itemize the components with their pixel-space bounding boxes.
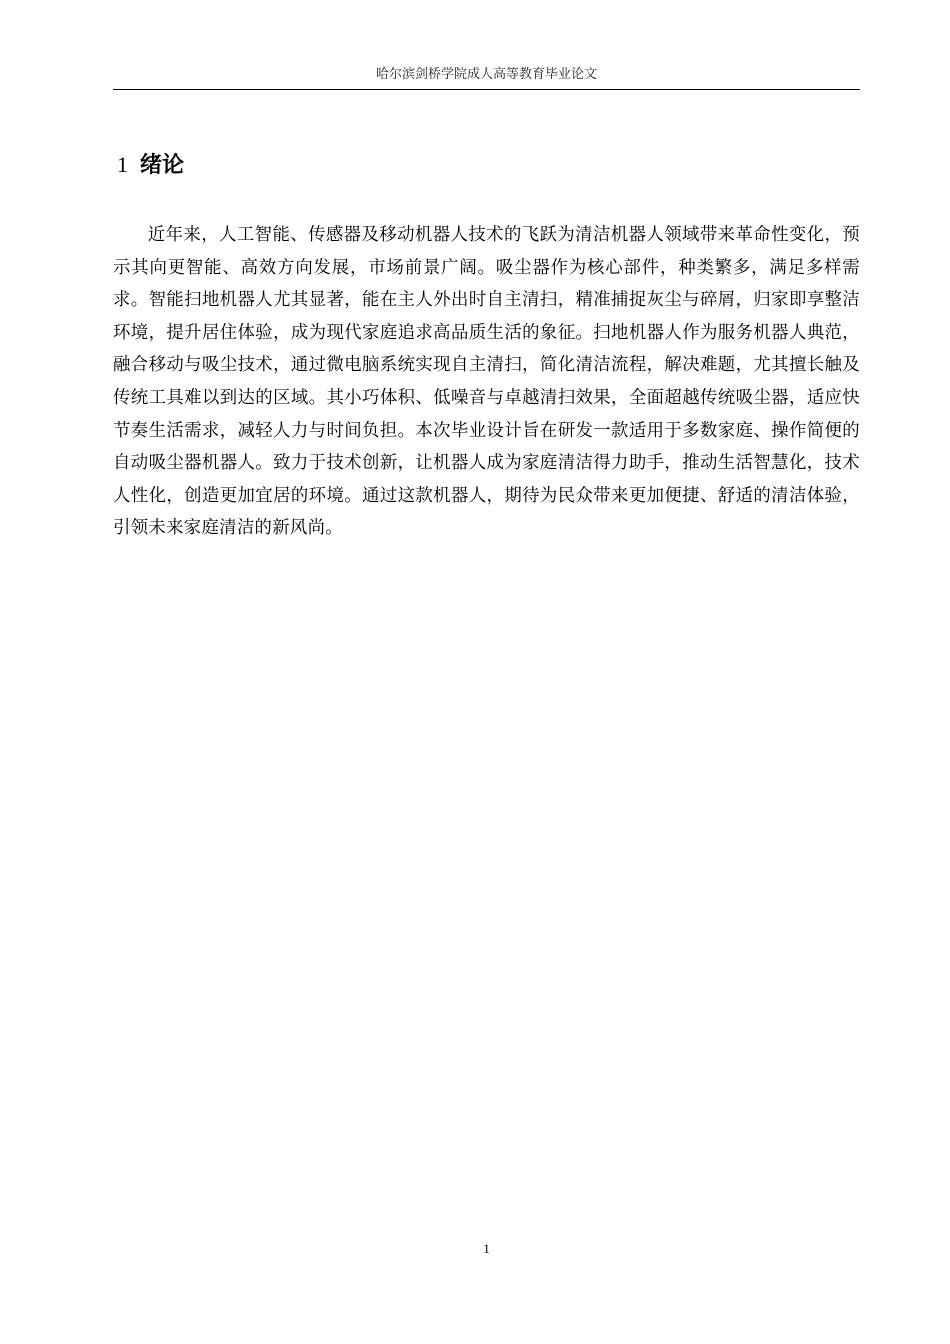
chapter-title: 绪论 bbox=[140, 153, 185, 178]
body-paragraph: 近年来，人工智能、传感器及移动机器人技术的飞跃为清洁机器人领域带来革命性变化，预示其向更智能、高效方向发展，市场前景广阔。吸尘器作为核心部件，种类繁多，满足多样需求。智能扫地机器人尤其显著，能在主人外出时自主清扫，精准捕捉灰尘与碎屑，归家即享整洁环境，提升居住体验，成为现代家庭追求高品质生活的象征。扫地机器人作为服务机器人典范，融合移动与吸尘技术，通过微电脑系统实现自主清扫，简化清洁流程，解决难题，尤其擅长触及传统工具难以到达的区域。其小巧体积、低噪音与卓越清扫效果，全面超越传统吸尘器，适应快节奏生活需求，减轻人力与时间负担。本次毕业设计旨在研发一款适用于多数家庭、操作简便的自动吸尘器机器人。致力于技术创新，让机器人成为家庭清洁得力助手，推动生活智慧化，技术人性化，创造更加宜居的环境。通过这款机器人，期待为民众带来更加便捷、舒适的清洁体验，引领未来家庭清洁的新风尚。 bbox=[113, 225, 860, 539]
page-number: 1 bbox=[483, 1241, 490, 1256]
running-header: 哈尔滨剑桥学院成人高等教育毕业论文 bbox=[375, 67, 597, 82]
chapter-heading bbox=[117, 150, 184, 181]
chapter-number: 1 bbox=[117, 152, 128, 177]
header-divider bbox=[113, 89, 860, 90]
